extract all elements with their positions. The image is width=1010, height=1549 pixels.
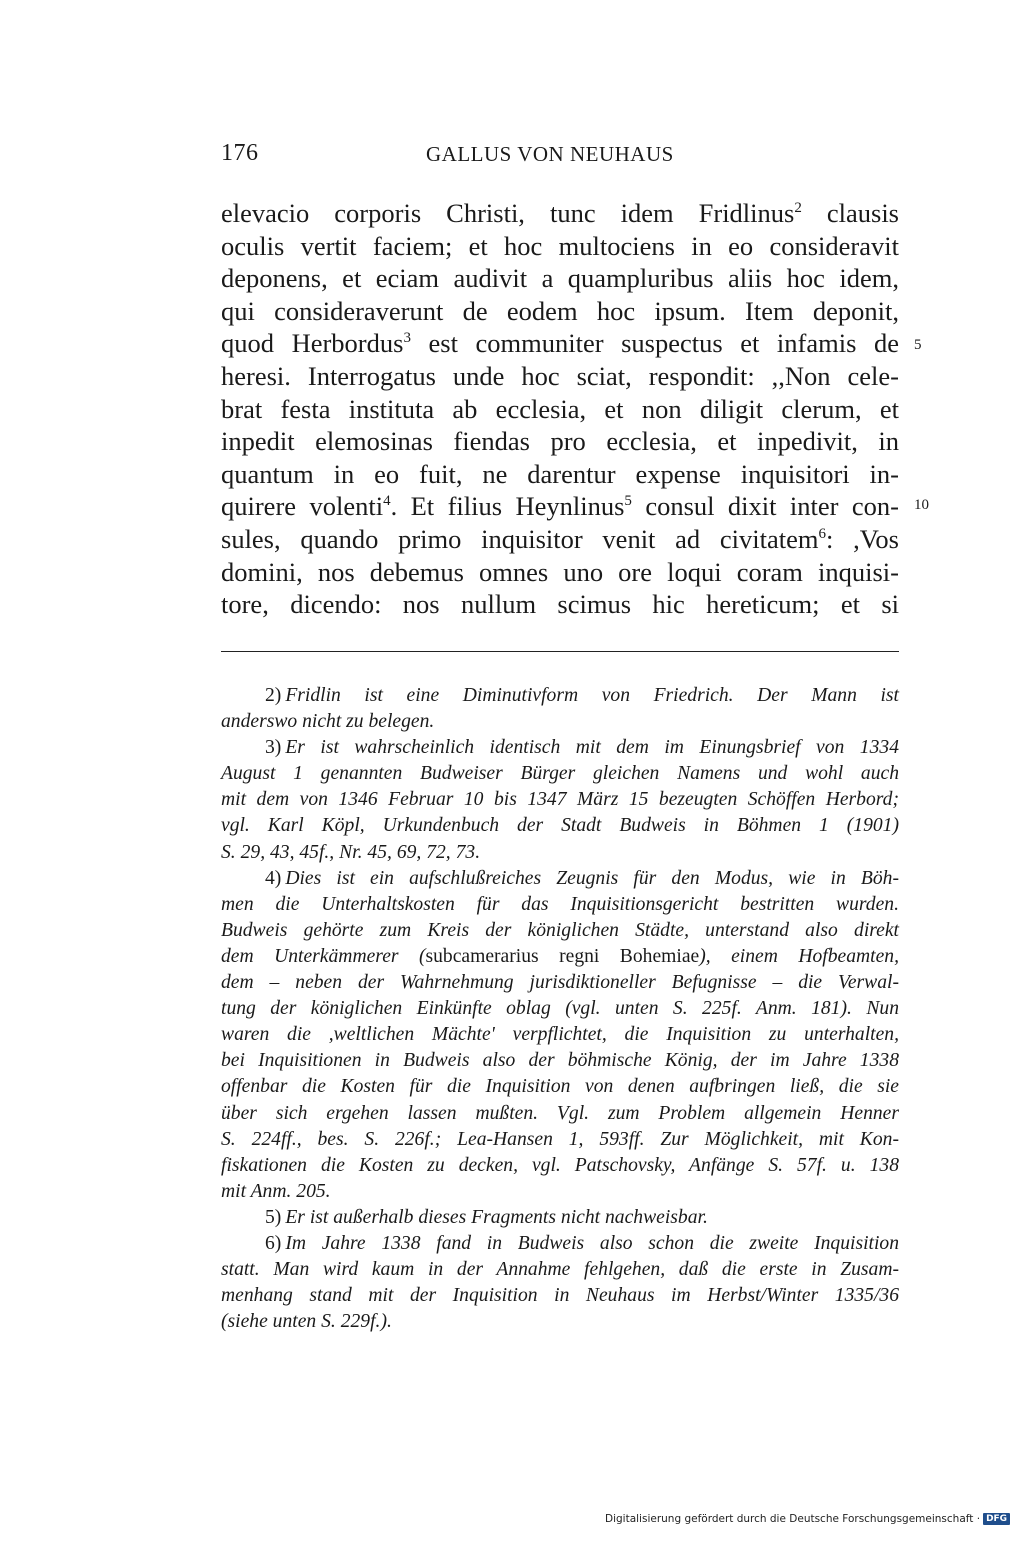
text-line: inpedit elemosinas fiendas pro ecclesia, et inpedivit, in <box>221 426 899 457</box>
footnote <box>221 1205 899 1231</box>
footnote <box>221 866 899 1205</box>
footnote-number: 6) <box>265 1232 282 1254</box>
text-line: elevacio corporis Christi, tunc idem Fridlinus$^2$ clausis <box>221 198 899 228</box>
footnote-line: anderswo nicht zu belegen. <box>221 711 435 733</box>
footnote <box>221 1231 899 1335</box>
footnote-line: mit Anm. 205. <box>221 1180 331 1202</box>
footnote-divider <box>221 651 899 652</box>
margin-line-number: 10 <box>914 497 929 513</box>
footnote-line: 4) Dies ist ein aufschlußreiches Zeugnis für den Modus, wie in Böh- <box>265 867 899 889</box>
digitization-credit <box>605 1513 1010 1525</box>
text-line: quod Herbordus$^3$ est communiter suspectus et infamis de <box>221 328 899 359</box>
footnote-line: bei Inquisitionen in Budweis also der böhmische König, der im Jahre 1338 <box>221 1050 899 1072</box>
footnotes <box>221 683 899 1335</box>
footnote-ref: 4 <box>383 493 391 510</box>
footnote-ref: 6 <box>818 525 826 542</box>
text-line: sules, quando primo inquisitor venit ad civitatem$^6$: ,Vos <box>221 523 899 554</box>
footnote-line: 3) Er ist wahrscheinlich identisch mit dem im Einungsbrief von 1334 <box>265 737 899 759</box>
footnote-line: dem Unterkämmerer (subcamerarius regni Bohemiae), einem Hofbeamten, <box>221 945 899 967</box>
text-line: quantum in eo fuit, ne darentur expense inquisitori in- <box>221 458 899 489</box>
footnote-ref: 5 <box>624 493 632 510</box>
page-number: 176 <box>221 140 259 166</box>
footnote-line: S. 224ff., bes. S. 226f.; Lea-Hansen 1, 593ff. Zur Möglichkeit, mit Kon- <box>221 1128 899 1150</box>
footnote-line: tung der königlichen Einkünfte oblag (vgl. unten S. 225f. Anm. 181). Nun <box>221 998 899 1020</box>
main-text <box>221 197 899 621</box>
credit-text: Digitalisierung gefördert durch die Deutsche Forschungsgemeinschaft · <box>605 1513 981 1525</box>
text-line: quirere volenti$^4$. Et filius Heynlinus$^5$ consul dixit inter con- <box>221 491 899 522</box>
footnote-line: (siehe unten S. 229f.). <box>221 1311 392 1333</box>
latin-term: subcamerarius regni Bohemiae <box>425 945 700 967</box>
footnote-line: fiskationen die Kosten zu decken, vgl. Patschovsky, Anfänge S. 57f. u. 138 <box>221 1154 899 1176</box>
footnote-line: dem – neben der Wahrnehmung jurisdiktioneller Befugnisse – die Verwal- <box>221 972 899 994</box>
footnote-line: mit dem von 1346 Februar 10 bis 1347 März 15 bezeugten Schöffen Herbord; <box>221 789 899 811</box>
page-header <box>221 140 899 174</box>
footnote-line: vgl. Karl Köpl, Urkundenbuch der Stadt Budweis in Böhmen 1 (1901) <box>221 815 899 837</box>
footnote-ref: 3 <box>403 330 411 347</box>
footnote-line: über sich ergehen lassen mußten. Vgl. zum Problem allgemein Henner <box>221 1102 899 1124</box>
footnote-line: offenbar die Kosten für die Inquisition von denen aufbringen ließ, die sie <box>221 1076 899 1098</box>
footnote <box>221 683 899 735</box>
footnote-number: 3) <box>265 737 282 759</box>
footnote-number: 4) <box>265 867 282 889</box>
footnote-line: S. 29, 43, 45f., Nr. 45, 69, 72, 73. <box>221 841 481 863</box>
running-head: GALLUS VON NEUHAUS <box>426 142 674 166</box>
footnote-line: 5) Er ist außerhalb dieses Fragments nicht nachweisbar. <box>265 1206 708 1228</box>
dfg-logo-icon: DFG <box>983 1513 1010 1525</box>
footnote-line: 6) Im Jahre 1338 fand in Budweis also schon die zweite Inquisition <box>265 1232 899 1254</box>
text-line: qui consideraverunt de eodem hoc ipsum. Item deponit, <box>221 295 899 326</box>
footnote-line: menhang stand mit der Inquisition in Neuhaus im Herbst/Winter 1335/36 <box>221 1285 899 1307</box>
footnote-number: 2) <box>265 685 282 706</box>
footnote-line: statt. Man wird kaum in der Annahme fehlgehen, daß die erste in Zusam- <box>221 1259 899 1281</box>
footnote-line: waren die ,weltlichen Mächte' verpflichtet, die Inquisition zu unterhalten, <box>221 1024 899 1046</box>
footnote-line: 2) Fridlin ist eine Diminutivform von Friedrich. Der Mann ist <box>265 685 899 706</box>
footnote-line: August 1 genannten Budweiser Bürger gleichen Namens und wohl auch <box>221 763 899 785</box>
text-line: domini, nos debemus omnes uno ore loqui coram inquisi- <box>221 556 899 587</box>
footnote <box>221 735 899 865</box>
footnote-ref: 2 <box>794 200 802 216</box>
footnote-line: Budweis gehörte zum Kreis der königlichen Städte, unterstand also direkt <box>221 919 899 941</box>
footnote-number: 5) <box>265 1206 282 1228</box>
text-line: deponens, et eciam audivit a quampluribus aliis hoc idem, <box>221 263 899 294</box>
text-line: heresi. Interrogatus unde hoc sciat, respondit: ,,Non cele- <box>221 360 899 391</box>
text-line: tore, dicendo: nos nullum scimus hic hereticum; et si <box>221 589 899 620</box>
text-line: brat festa instituta ab ecclesia, et non diligit clerum, et <box>221 393 899 424</box>
margin-line-number: 5 <box>914 337 922 353</box>
text-line: oculis vertit faciem; et hoc multociens in eo consideravit <box>221 230 899 261</box>
footnote-line: men die Unterhaltskosten für das Inquisitionsgericht bestritten wurden. <box>221 893 899 915</box>
